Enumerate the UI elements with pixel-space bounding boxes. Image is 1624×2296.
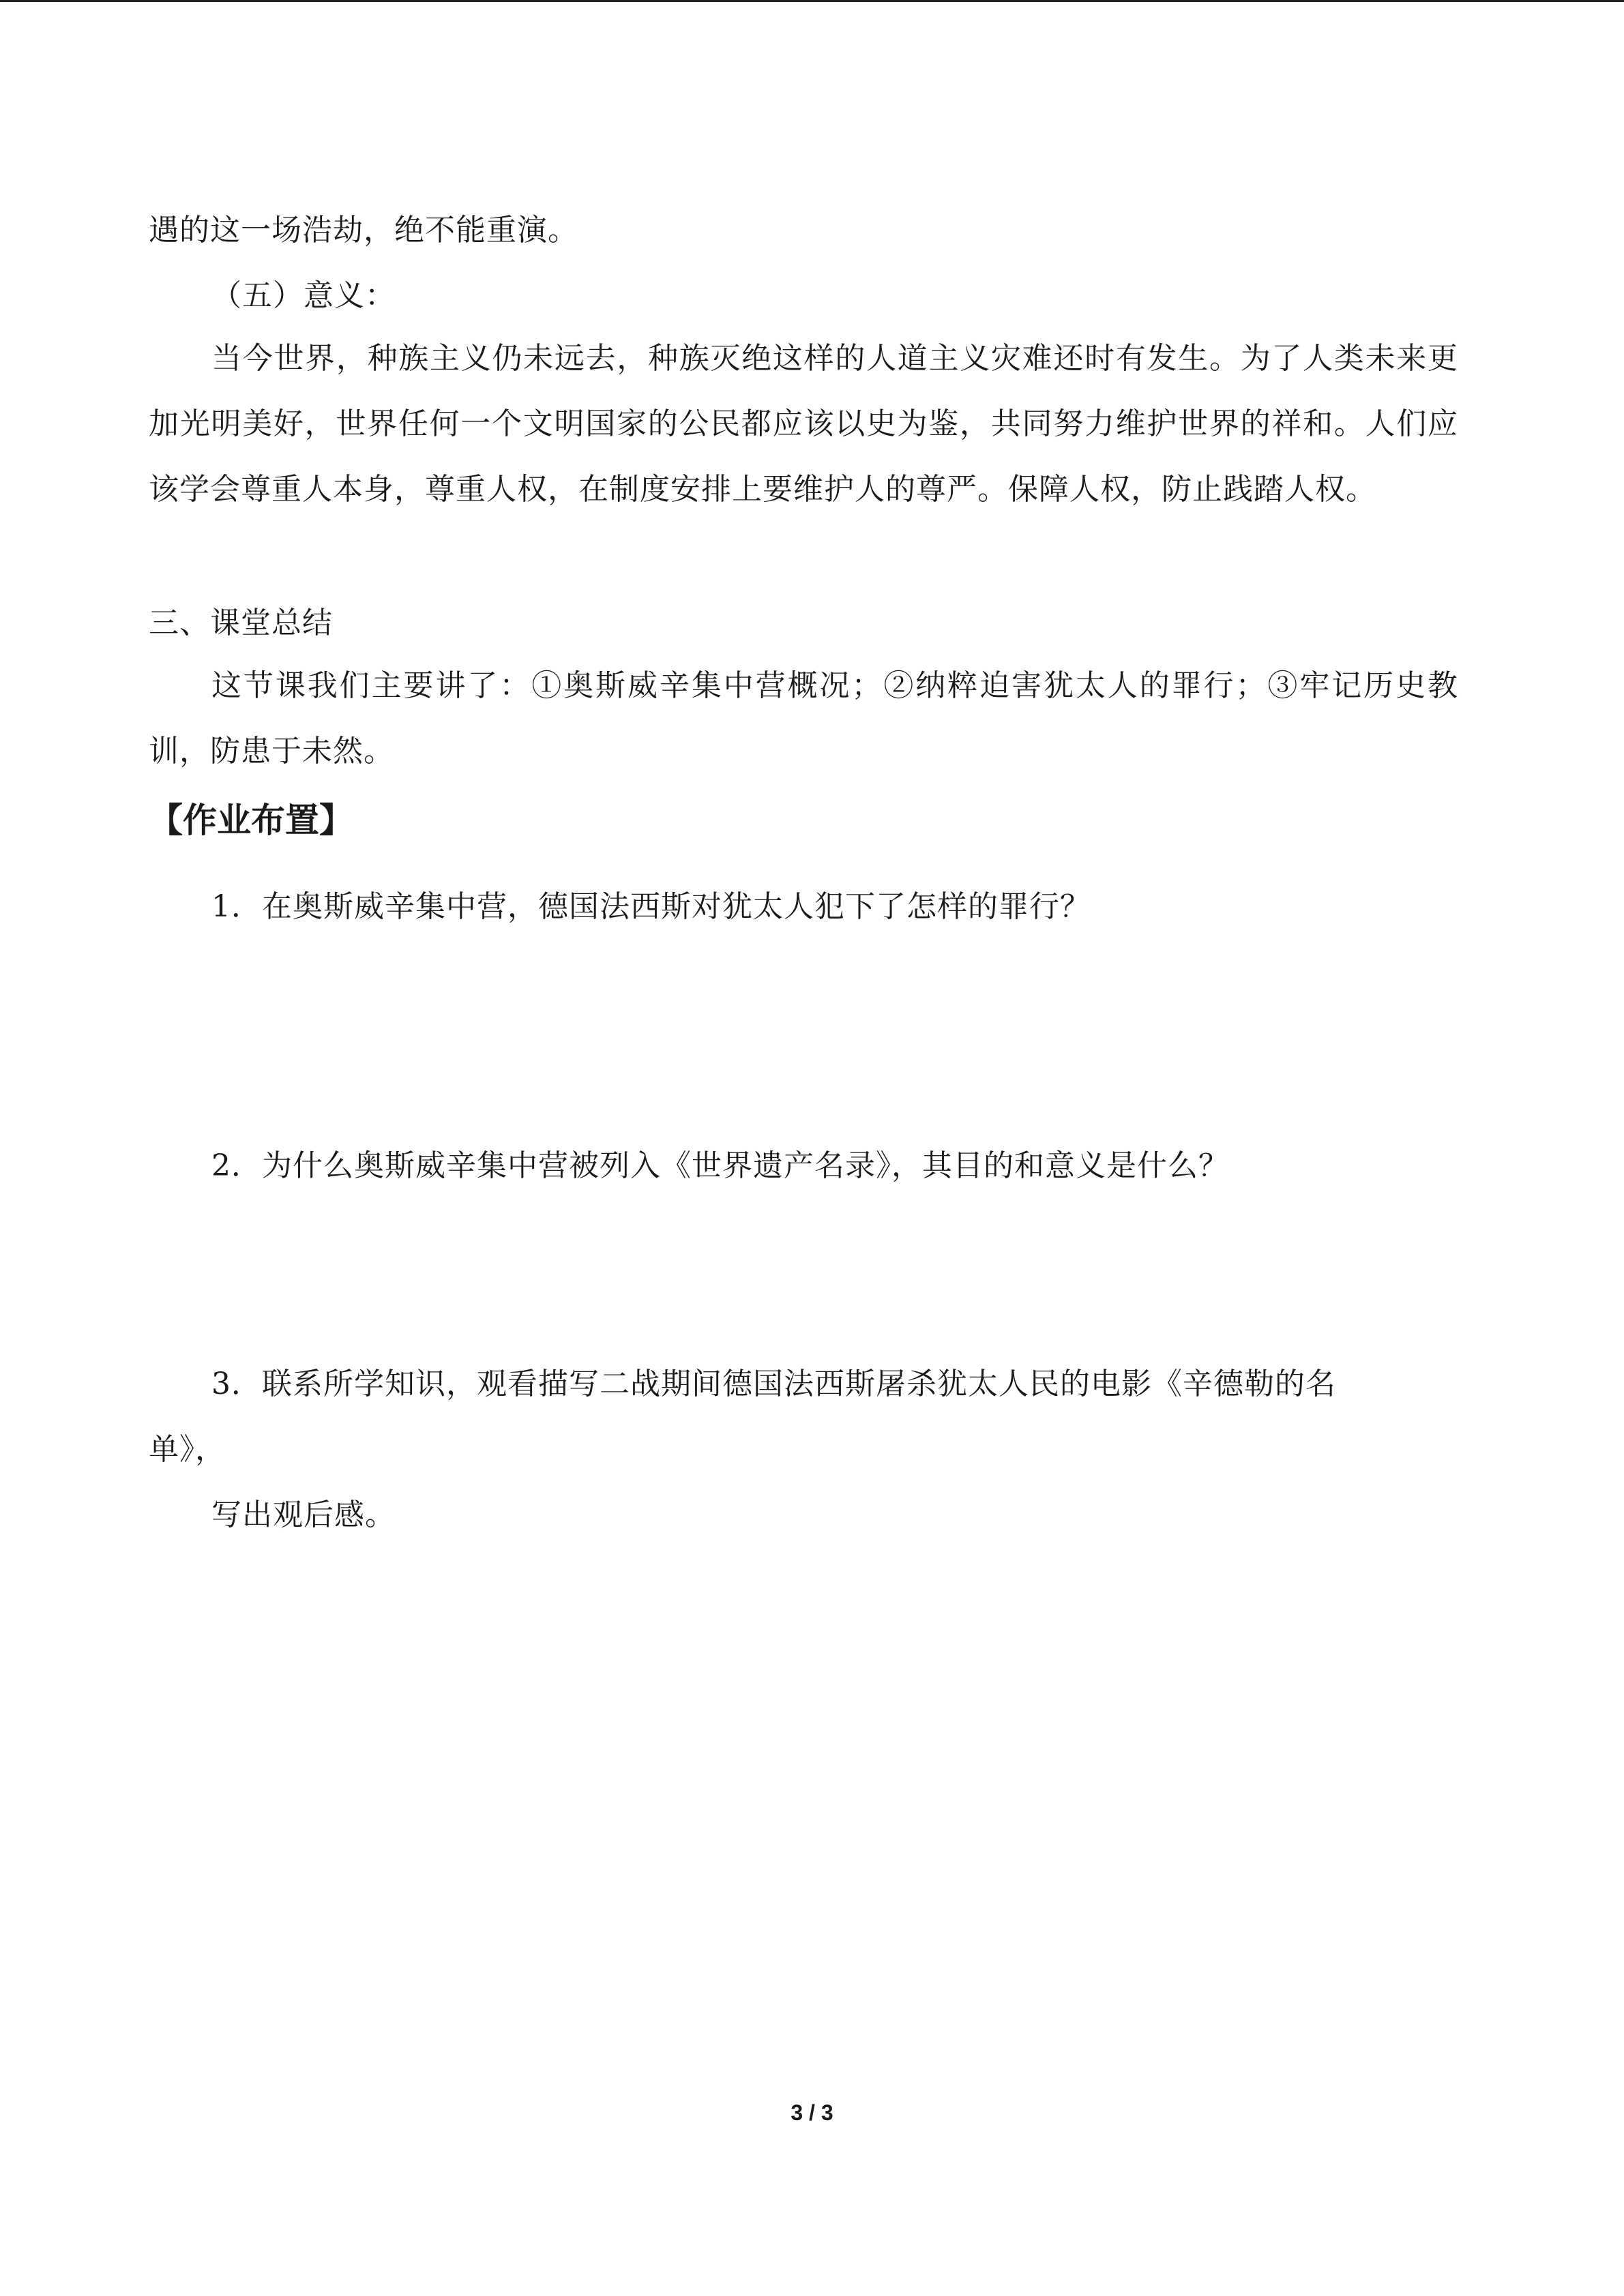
significance-subheading: （五）意义： — [211, 278, 396, 313]
homework-question-1: 1．在奥斯威辛集中营，德国法西斯对犹太人犯下了怎样的罪行？ — [211, 889, 1091, 924]
significance-paragraph: 当今世界，种族主义仍未远去，种族灭绝这样的人道主义灾难还时有发生。为了人类未来更加光明美好，世界任何一个文明国家的公民都应该以史为鉴，共同努力维护世界的祥和。人们应该学会尊重人本身，尊重人权，在制度安排上要维护人的尊严。保障人权，防止践踏人权。 — [149, 341, 1458, 507]
homework-question-3-line-2: 单》， — [149, 1432, 226, 1467]
homework-heading: 【作业布置】 — [149, 801, 353, 840]
homework-question-3-line-3: 写出观后感。 — [211, 1497, 396, 1532]
homework-question-2: 2．为什么奥斯威辛集中营被列入《世界遗产名录》，其目的和意义是什么？ — [211, 1148, 1229, 1183]
homework-question-3-line-1: 3．联系所学知识，观看描写二战期间德国法西斯屠杀犹太人民的电影《辛德勒的名 — [211, 1367, 1336, 1401]
summary-paragraph: 这节课我们主要讲了：①奥斯威辛集中营概况；②纳粹迫害犹太人的罪行；③牢记历史教训，防患于未然。 — [149, 668, 1458, 769]
page-top-border — [0, 0, 1624, 2]
continuation-line: 遇的这一场浩劫，绝不能重演。 — [149, 213, 578, 248]
summary-section-title: 三、课堂总结 — [149, 606, 333, 640]
page-number: 3 / 3 — [791, 2100, 833, 2125]
